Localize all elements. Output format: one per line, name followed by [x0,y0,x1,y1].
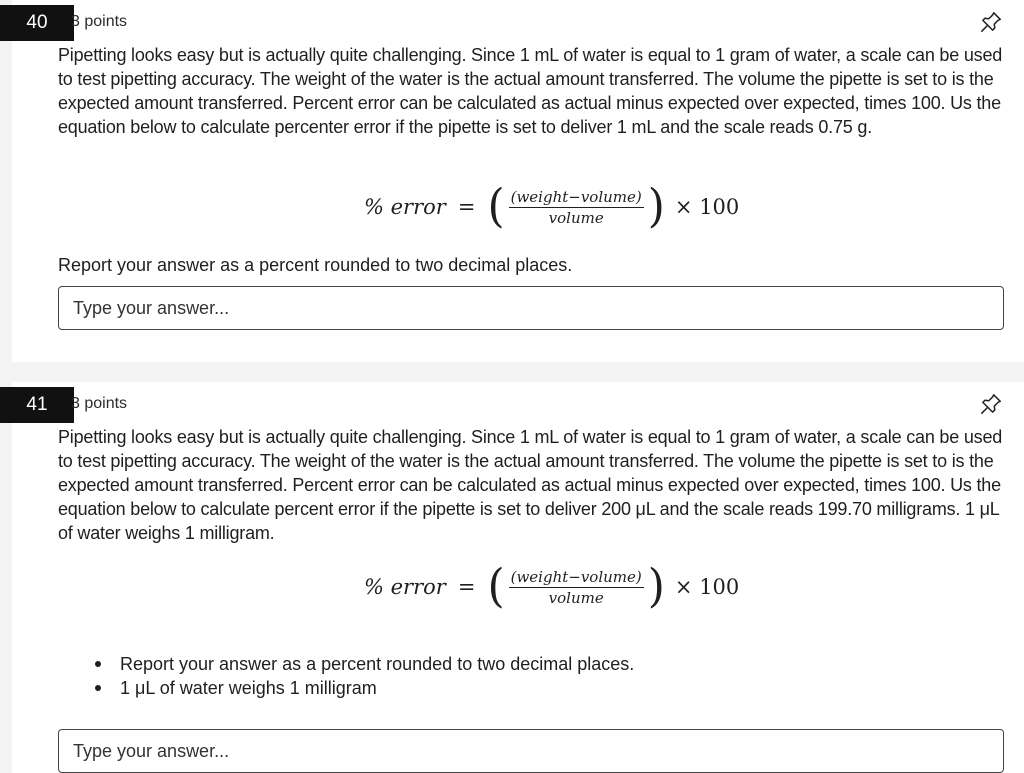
question-card-40 [12,0,1024,362]
question-points: 3 points [71,395,128,412]
formula-close-paren: ) [647,179,665,234]
question-number: 41 [0,387,74,423]
pin-icon[interactable] [978,391,1004,417]
answer-instruction: Report your answer as a percent rounded to two decimal places. [58,255,573,275]
formula-fraction [509,188,644,227]
list-item: 1 μL of water weighs 1 milligram [94,676,634,700]
formula-lhs: % error [364,195,446,219]
pin-icon[interactable] [978,9,1004,35]
question-text: Pipetting looks easy but is actually quite challenging. Since 1 mL of water is equal to 1 gram of water, a scale can be used to test pipetting accuracy. The weight of the water is the actual amount transferred. The volume the pipette is set to is the expected amount transferred. Percent error can be calculated as actual minus expected over expected, times 100. Us the equation below to calculate percent error if the pipette is set to deliver 200 μL and the scale reads 199.70 milligrams. 1 μL of water weighs 1 milligram. [58,427,1003,543]
question-points: 3 points [71,13,128,30]
question-text: Pipetting looks easy but is actually quite challenging. Since 1 mL of water is equal to 1 gram of water, a scale can be used to test pipetting accuracy. The weight of the water is the actual amount transferred. The volume the pipette is set to is the expected amount transferred. Percent error can be calculated as actual minus expected over expected, times 100. Us the equation below to calculate percenter error if the pipette is set to deliver 1 mL and the scale reads 0.75 g. [58,45,1003,137]
instruction-list [94,652,634,700]
formula-multiplier: × 100 [674,575,740,599]
percent-error-formula [364,181,739,233]
formula-denominator: volume [548,208,604,227]
answer-input[interactable] [58,286,1004,330]
formula-close-paren: ) [647,559,665,614]
formula-open-paren: ( [487,559,505,614]
formula-lhs: % error [364,575,446,599]
formula-equals: = [457,195,476,219]
question-card-41 [12,382,1024,773]
formula-open-paren: ( [487,179,505,234]
percent-error-formula [364,561,739,613]
list-item: Report your answer as a percent rounded to two decimal places. [94,652,634,676]
formula-numerator: (weight−volume) [510,187,642,206]
question-number: 40 [0,5,74,41]
formula-numerator: (weight−volume) [510,567,642,586]
formula-equals: = [457,575,476,599]
formula-multiplier: × 100 [674,195,740,219]
answer-input[interactable] [58,729,1004,773]
formula-denominator: volume [548,588,604,607]
formula-fraction [509,568,644,607]
